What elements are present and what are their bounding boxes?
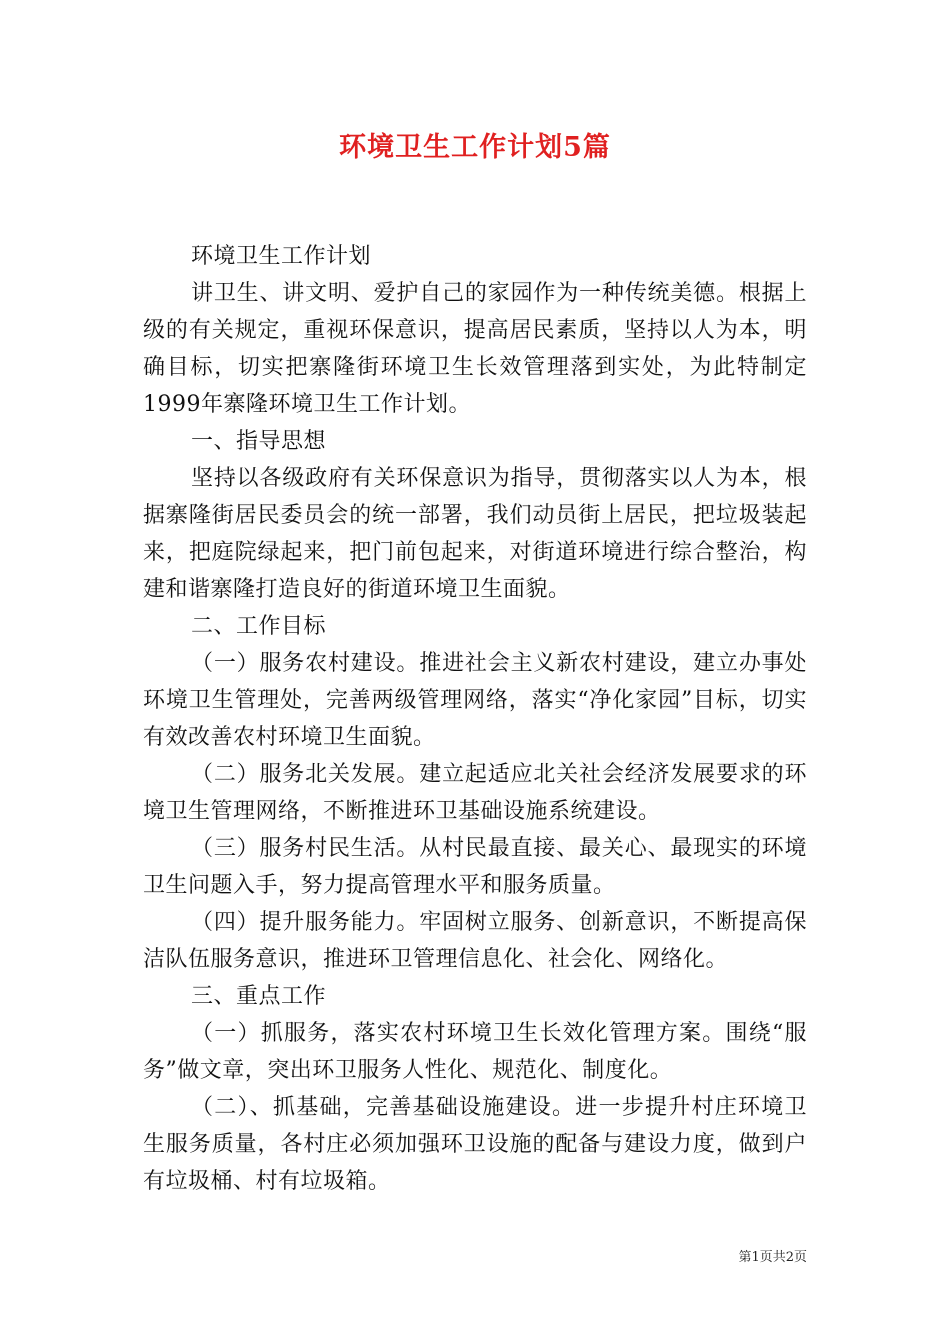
section-heading: 二、工作目标 [191,614,327,639]
document-title: 环境卫生工作计划5篇 [339,132,611,163]
document-body [143,238,807,1200]
paragraph: 坚持以各级政府有关环保意识为指导，贯彻落实以人为本，根据寨隆街居民委员会的统一部署，我们动员街上居民，把垃圾装起来，把庭院绿起来，把门前包起来，对街道环境进行综合整治，构建和谐寨隆打造良好的街道环境卫生面貌。 [143,466,807,602]
paragraph: （三）服务村民生活。从村民最直接、最关心、最现实的环境卫生问题入手，努力提高管理水平和服务质量。 [143,836,807,898]
paragraph: 讲卫生、讲文明、爱护自己的家园作为一种传统美德。根据上级的有关规定，重视环保意识，提高居民素质，坚持以人为本，明确目标，切实把寨隆街环境卫生长效管理落到实处，为此特制定1999年寨隆环境卫生工作计划。 [143,281,807,417]
section-heading: 环境卫生工作计划 [191,244,372,269]
paragraph: （二）服务北关发展。建立起适应北关社会经济发展要求的环境卫生管理网络，不断推进环卫基础设施系统建设。 [143,762,807,824]
page-number: 第1页共2页 [738,1250,807,1265]
paragraph: （四）提升服务能力。牢固树立服务、创新意识，不断提高保洁队伍服务意识，推进环卫管理信息化、社会化、网络化。 [143,910,807,972]
paragraph: （二）、抓基础，完善基础设施建设。进一步提升村庄环境卫生服务质量，各村庄必须加强环卫设施的配备与建设力度，做到户有垃圾桶、村有垃圾箱。 [143,1095,807,1194]
section-heading: 三、重点工作 [191,984,327,1009]
paragraph: （一）抓服务，落实农村环境卫生长效化管理方案。围绕“服务”做文章，突出环卫服务人性化、规范化、制度化。 [143,1021,807,1083]
section-heading: 一、指导思想 [191,429,327,454]
paragraph: （一）服务农村建设。推进社会主义新农村建设，建立办事处环境卫生管理处，完善两级管理网络，落实“净化家园”目标，切实有效改善农村环境卫生面貌。 [143,651,807,750]
